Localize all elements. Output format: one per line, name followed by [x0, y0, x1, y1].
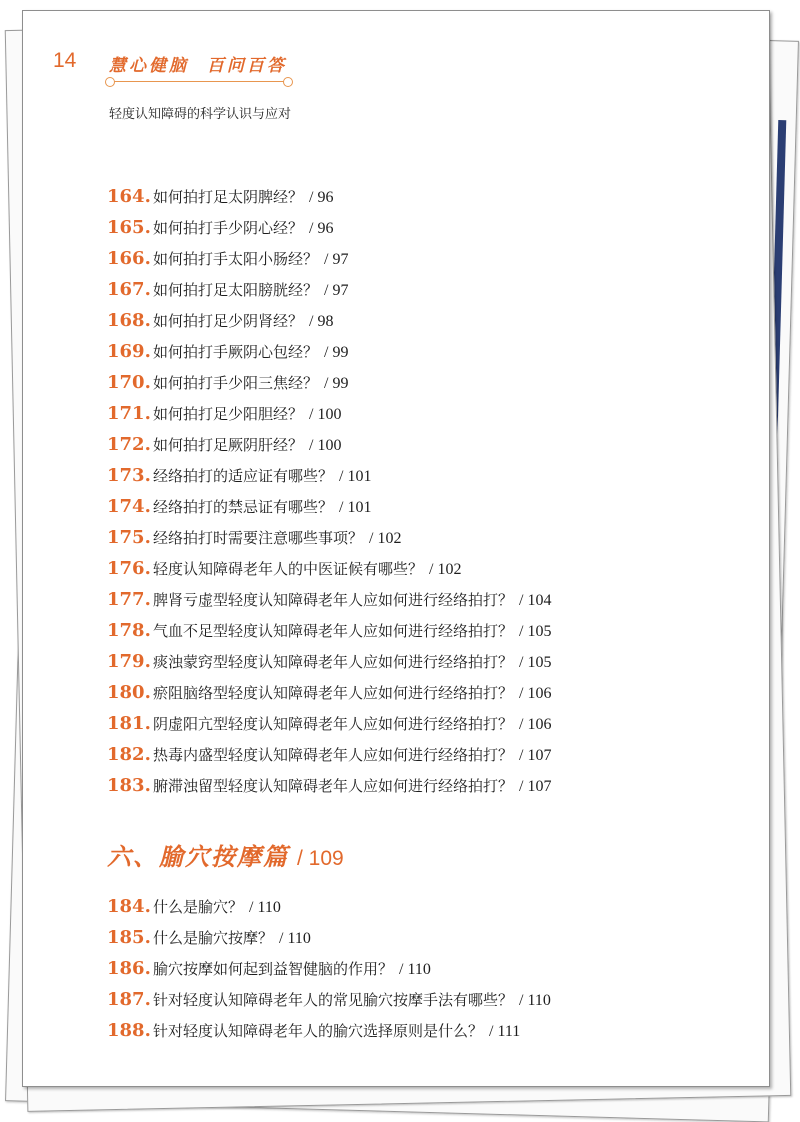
entry-page: / 104 [519, 592, 552, 609]
entry-number: 173. [107, 465, 151, 486]
toc-entry[interactable] [107, 279, 747, 310]
table-of-contents [107, 896, 747, 1051]
toc-entry[interactable] [107, 1020, 747, 1051]
entry-title: 如何拍打足厥阴肝经？ [153, 436, 304, 454]
toc-entry[interactable] [107, 682, 747, 713]
entry-number: 172. [107, 434, 151, 455]
toc-entry[interactable] [107, 744, 747, 775]
entry-title: 腧穴按摩如何起到益智健脑的作用？ [153, 960, 394, 978]
toc-entry[interactable] [107, 434, 747, 465]
entry-number: 185. [107, 927, 151, 948]
entry-page: / 102 [429, 561, 462, 578]
entry-number: 166. [107, 248, 151, 269]
entry-number: 186. [107, 958, 151, 979]
entry-number: 176. [107, 558, 151, 579]
entry-number: 188. [107, 1020, 151, 1041]
entry-page: / 106 [519, 685, 552, 702]
toc-entry[interactable] [107, 341, 747, 372]
title-underline [109, 81, 287, 82]
entry-title: 气血不足型轻度认知障碍老年人应如何进行经络拍打？ [153, 622, 514, 640]
entry-title: 如何拍打足太阴脾经？ [153, 188, 304, 206]
entry-number: 168. [107, 310, 151, 331]
book-subtitle: 轻度认知障碍的科学认识与应对 [109, 107, 292, 122]
underline-ornament [103, 75, 117, 89]
table-of-contents [107, 186, 747, 806]
entry-page: / 107 [519, 747, 552, 764]
entry-title: 经络拍打时需要注意哪些事项？ [153, 529, 364, 547]
entry-number: 165. [107, 217, 151, 238]
entry-title: 什么是腧穴？ [153, 898, 244, 916]
entry-page: / 101 [339, 468, 372, 485]
entry-page: / 97 [324, 282, 349, 299]
toc-entry[interactable] [107, 372, 747, 403]
toc-entry[interactable] [107, 927, 747, 958]
entry-title: 如何拍打手厥阴心包经？ [153, 343, 319, 361]
entry-page: / 100 [309, 437, 342, 454]
toc-entry[interactable] [107, 958, 747, 989]
toc-entry[interactable] [107, 620, 747, 651]
entry-page: / 110 [399, 961, 431, 978]
entry-title: 脾肾亏虚型轻度认知障碍老年人应如何进行经络拍打？ [153, 591, 514, 609]
entry-number: 178. [107, 620, 151, 641]
toc-entry[interactable] [107, 403, 747, 434]
entry-title: 经络拍打的禁忌证有哪些？ [153, 498, 334, 516]
entry-page: / 105 [519, 654, 552, 671]
entry-title: 如何拍打手少阴心经？ [153, 219, 304, 237]
entry-page: / 97 [324, 251, 349, 268]
entry-page: / 110 [519, 992, 551, 1009]
toc-entry[interactable] [107, 651, 747, 682]
toc-entry[interactable] [107, 527, 747, 558]
underline-ornament [281, 75, 295, 89]
toc-entry[interactable] [107, 589, 747, 620]
toc-entry[interactable] [107, 775, 747, 806]
toc-entry[interactable] [107, 248, 747, 279]
entry-page: / 96 [309, 189, 334, 206]
entry-title: 痰浊蒙窍型轻度认知障碍老年人应如何进行经络拍打？ [153, 653, 514, 671]
section-page: / 109 [297, 847, 344, 870]
entry-number: 187. [107, 989, 151, 1010]
entry-title: 轻度认知障碍老年人的中医证候有哪些？ [153, 560, 424, 578]
document-page [22, 10, 770, 1087]
entry-page: / 110 [249, 899, 281, 916]
entry-page: / 111 [489, 1023, 521, 1040]
entry-page: / 99 [324, 344, 349, 361]
entry-title: 针对轻度认知障碍老年人的腧穴选择原则是什么？ [153, 1022, 484, 1040]
entry-page: / 99 [324, 375, 349, 392]
entry-page: / 102 [369, 530, 402, 547]
entry-title: 如何拍打足少阳胆经？ [153, 405, 304, 423]
entry-number: 171. [107, 403, 151, 424]
entry-number: 179. [107, 651, 151, 672]
entry-number: 169. [107, 341, 151, 362]
entry-title: 腑滞浊留型轻度认知障碍老年人应如何进行经络拍打？ [153, 777, 514, 795]
toc-entry[interactable] [107, 186, 747, 217]
entry-title: 热毒内盛型轻度认知障碍老年人应如何进行经络拍打？ [153, 746, 514, 764]
entry-title: 阴虚阳亢型轻度认知障碍老年人应如何进行经络拍打？ [153, 715, 514, 733]
entry-number: 182. [107, 744, 151, 765]
entry-page: / 101 [339, 499, 372, 516]
entry-title: 经络拍打的适应证有哪些？ [153, 467, 334, 485]
entry-number: 180. [107, 682, 151, 703]
entry-number: 174. [107, 496, 151, 517]
entry-title: 如何拍打手太阳小肠经？ [153, 250, 319, 268]
toc-entry[interactable] [107, 465, 747, 496]
entry-number: 183. [107, 775, 151, 796]
section-title: 六、腧穴按摩篇 [107, 842, 289, 871]
entry-page: / 106 [519, 716, 552, 733]
toc-entry[interactable] [107, 217, 747, 248]
entry-number: 170. [107, 372, 151, 393]
entry-title: 如何拍打足少阴肾经？ [153, 312, 304, 330]
entry-page: / 100 [309, 406, 342, 423]
toc-entry[interactable] [107, 496, 747, 527]
entry-number: 175. [107, 527, 151, 548]
book-title: 慧心健脑 百问百答 [109, 56, 287, 76]
entry-page: / 105 [519, 623, 552, 640]
entry-title: 什么是腧穴按摩？ [153, 929, 274, 947]
toc-entry[interactable] [107, 713, 747, 744]
entry-page: / 107 [519, 778, 552, 795]
page-number: 14 [53, 49, 77, 72]
toc-entry[interactable] [107, 896, 747, 927]
entry-title: 如何拍打足太阳膀胱经？ [153, 281, 319, 299]
toc-entry[interactable] [107, 989, 747, 1020]
entry-title: 针对轻度认知障碍老年人的常见腧穴按摩手法有哪些？ [153, 991, 514, 1009]
entry-number: 177. [107, 589, 151, 610]
toc-entry[interactable] [107, 558, 747, 589]
entry-number: 167. [107, 279, 151, 300]
entry-page: / 98 [309, 313, 334, 330]
entry-title: 如何拍打手少阳三焦经？ [153, 374, 319, 392]
entry-page: / 110 [279, 930, 311, 947]
entry-title: 瘀阻脑络型轻度认知障碍老年人应如何进行经络拍打？ [153, 684, 514, 702]
section-heading [107, 837, 344, 872]
entry-number: 164. [107, 186, 151, 207]
entry-number: 184. [107, 896, 151, 917]
toc-entry[interactable] [107, 310, 747, 341]
entry-number: 181. [107, 713, 151, 734]
entry-page: / 96 [309, 220, 334, 237]
